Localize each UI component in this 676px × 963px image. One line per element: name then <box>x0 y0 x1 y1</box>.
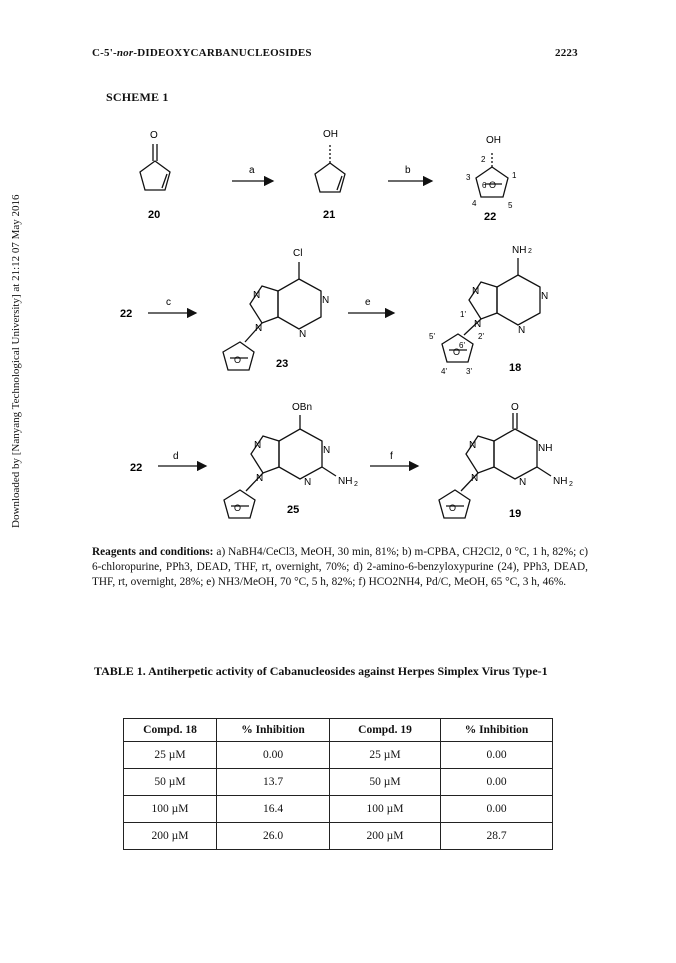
table-cell: 25 µM <box>124 742 217 769</box>
atom-n3-19: N <box>519 477 527 488</box>
compound-23-structure <box>223 248 329 370</box>
compound-label-21: 21 <box>323 209 336 221</box>
atom-o-19-carbonyl: O <box>511 402 519 413</box>
header-inhibition-18: % Inhibition <box>217 719 330 742</box>
atom-n1-23: N <box>322 295 330 306</box>
running-title: C-5'-nor-DIDEOXYCARBANUCLEOSIDES <box>92 47 312 59</box>
table-row <box>124 742 553 769</box>
nh2-subscript-19: 2 <box>569 481 573 488</box>
ring-num-4: 4 <box>472 199 477 208</box>
step-label-a: a <box>249 165 255 176</box>
table-cell: 0.00 <box>441 742 553 769</box>
start-label-22b: 22 <box>130 462 143 474</box>
ring-num-3: 3 <box>466 173 471 182</box>
atom-o: O <box>150 130 158 141</box>
atom-o-23: O <box>234 355 242 365</box>
reagents-conditions: Reagents and conditions: a) NaBH4/CeCl3, MeOH, 30 min, 81%; b) m-CPBA, CH2Cl2, 0 °C, 1 h, 82%; c) 6-chloropurine, PPh3, DEAD, THF, rt, overnight, 70%; d) 2-amino-6-benzyloxypurine (24), PPh3, DEAD, THF, rt, overnight, 28%; e) NH3/MeOH, 70 °C, 5 h, 82%; f) HCO2NH4, Pd/C, MeOH, 65 °C, 3 h, 46%. <box>92 546 588 588</box>
ring-num-6: 6 <box>482 181 487 190</box>
ring-num-2: 2 <box>481 155 486 164</box>
table-cell: 200 µM <box>124 823 217 850</box>
table-cell: 13.7 <box>217 769 330 796</box>
ring-num-5: 5 <box>508 201 513 210</box>
start-label-22a: 22 <box>120 308 133 320</box>
nh2-subscript-18: 2 <box>528 248 532 255</box>
table-cell: 200 µM <box>330 823 441 850</box>
inhibition-table <box>123 718 553 850</box>
compound-21-structure <box>315 129 345 192</box>
atom-n3-18: N <box>518 325 526 336</box>
download-stamp: Downloaded by [Nanyang Technological University] at 21:12 07 May 2016 <box>10 194 22 528</box>
atom-n9-18: N <box>474 319 482 330</box>
atom-n7-23: N <box>253 290 261 301</box>
atom-n1-25: N <box>323 445 331 456</box>
table-cell: 50 µM <box>330 769 441 796</box>
header-compd-19: Compd. 19 <box>330 719 441 742</box>
atom-obn: OBn <box>292 402 313 413</box>
table-header-row <box>124 719 553 742</box>
compound-label-23: 23 <box>276 358 289 370</box>
atom-n9-23: N <box>255 323 263 334</box>
atom-n9-25: N <box>256 473 264 484</box>
compound-label-19: 19 <box>509 508 522 520</box>
atom-oh-21: OH <box>323 129 338 140</box>
step-label-e: e <box>365 297 371 308</box>
table-cell: 100 µM <box>330 796 441 823</box>
atom-cl: Cl <box>293 248 303 259</box>
prime-num-3: 3' <box>466 367 472 376</box>
table-row <box>124 823 553 850</box>
table-caption: TABLE 1. Antiherpetic activity of Cabanucleosides against Herpes Simplex Virus Type-1 <box>94 664 548 678</box>
table-cell: 28.7 <box>441 823 553 850</box>
atom-n1-18: N <box>541 291 549 302</box>
ring-num-1: 1 <box>512 171 517 180</box>
atom-nh2-25: NH <box>338 476 353 487</box>
compound-18-structure <box>429 245 548 376</box>
step-label-b: b <box>405 165 411 176</box>
table-cell: 0.00 <box>441 769 553 796</box>
prime-num-5: 5' <box>429 332 435 341</box>
reaction-scheme <box>0 110 676 530</box>
table-cell: 0.00 <box>441 796 553 823</box>
atom-n3-25: N <box>304 477 312 488</box>
atom-n7-25: N <box>254 440 262 451</box>
table-cell: 25 µM <box>330 742 441 769</box>
nh2-subscript-25: 2 <box>354 481 358 488</box>
table-cell: 0.00 <box>217 742 330 769</box>
step-label-c: c <box>166 297 171 308</box>
compound-label-25: 25 <box>287 504 300 516</box>
atom-n3-23: N <box>299 329 307 340</box>
compound-label-22: 22 <box>484 211 497 223</box>
step-label-f: f <box>390 451 393 462</box>
header-inhibition-19: % Inhibition <box>441 719 553 742</box>
table-row <box>124 796 553 823</box>
page-number: 2223 <box>555 47 578 59</box>
atom-n7-18: N <box>472 286 480 297</box>
step-label-d: d <box>173 451 179 462</box>
table-cell: 50 µM <box>124 769 217 796</box>
header-compd-18: Compd. 18 <box>124 719 217 742</box>
scheme-title: SCHEME 1 <box>106 90 169 104</box>
compound-25-structure <box>224 402 358 518</box>
atom-oh-22: OH <box>486 135 501 146</box>
compound-19-structure <box>439 402 573 518</box>
atom-o-19: O <box>449 503 457 513</box>
table-cell: 26.0 <box>217 823 330 850</box>
prime-num-1: 1' <box>460 310 466 319</box>
compound-label-20: 20 <box>148 209 161 221</box>
prime-num-2: 2' <box>478 332 484 341</box>
compound-22-structure <box>466 135 517 210</box>
table-cell: 16.4 <box>217 796 330 823</box>
atom-nh2-18: NH <box>512 245 527 256</box>
atom-n7-19: N <box>469 440 477 451</box>
table-cell: 100 µM <box>124 796 217 823</box>
atom-nh-19: NH <box>538 443 553 454</box>
compound-label-18: 18 <box>509 362 522 374</box>
table-row <box>124 769 553 796</box>
prime-num-4: 4' <box>441 367 447 376</box>
atom-n9-19: N <box>471 473 479 484</box>
atom-nh2-19: NH <box>553 476 568 487</box>
prime-num-6: 6' <box>459 341 465 350</box>
compound-20-structure <box>140 130 170 190</box>
atom-o-22: O <box>489 180 497 190</box>
atom-o-25: O <box>234 503 242 513</box>
atom-o-18: O <box>453 347 461 357</box>
